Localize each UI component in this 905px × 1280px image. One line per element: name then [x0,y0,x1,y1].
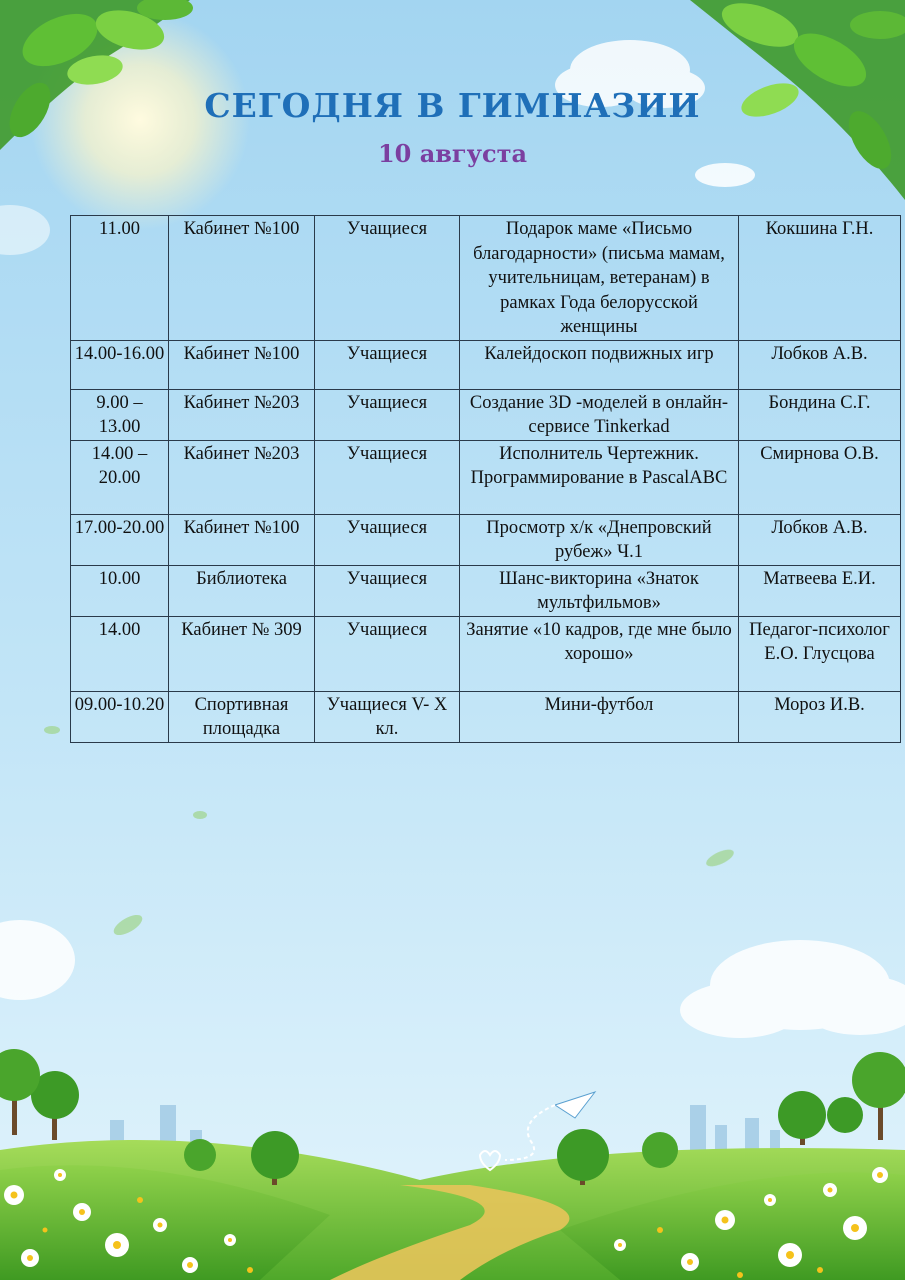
table-row [71,616,901,691]
time-cell: 14.00 – 20.00 [71,440,169,514]
audience-cell: Учащиеся [315,616,460,691]
audience-cell: Учащиеся [315,440,460,514]
table-row [71,565,901,616]
time-cell: 14.00 [71,616,169,691]
responsible-cell: Мороз И.В. [739,691,901,742]
audience-cell: Учащиеся V- X кл. [315,691,460,742]
place-cell: Кабинет №100 [169,340,315,389]
responsible-cell: Смирнова О.В. [739,440,901,514]
place-cell: Кабинет №203 [169,389,315,440]
time-cell: 17.00-20.00 [71,514,169,565]
event-cell: Калейдоскоп подвижных игр [460,340,739,389]
responsible-cell: Кокшина Г.Н. [739,216,901,341]
responsible-cell: Матвеева Е.И. [739,565,901,616]
table-row [71,389,901,440]
event-cell: Создание 3D -моделей в онлайн-сервисе Tinkerkad [460,389,739,440]
responsible-cell: Лобков А.В. [739,340,901,389]
responsible-cell: Бондина С.Г. [739,389,901,440]
place-cell: Кабинет №100 [169,514,315,565]
event-cell: Просмотр х/к «Днепровский рубеж» Ч.1 [460,514,739,565]
table-row [71,340,901,389]
responsible-cell: Педагог-психолог Е.О. Глусцова [739,616,901,691]
table-row [71,691,901,742]
schedule-table-body [71,216,901,743]
audience-cell: Учащиеся [315,389,460,440]
time-cell: 9.00 – 13.00 [71,389,169,440]
page-title: СЕГОДНЯ В ГИМНАЗИИ [204,86,701,125]
place-cell: Кабинет № 309 [169,616,315,691]
audience-cell: Учащиеся [315,565,460,616]
time-cell: 09.00-10.20 [71,691,169,742]
place-cell: Библиотека [169,565,315,616]
event-cell: Шанс-викторина «Знаток мультфильмов» [460,565,739,616]
event-cell: Занятие «10 кадров, где мне было хорошо» [460,616,739,691]
time-cell: 11.00 [71,216,169,341]
table-row [71,440,901,514]
table-row [71,514,901,565]
schedule-table [70,215,901,743]
audience-cell: Учащиеся [315,514,460,565]
page-date: 10 августа [377,139,528,168]
responsible-cell: Лобков А.В. [739,514,901,565]
event-cell: Исполнитель Чертежник. Программирование в PascalABC [460,440,739,514]
audience-cell: Учащиеся [315,340,460,389]
table-row [71,216,901,341]
time-cell: 10.00 [71,565,169,616]
place-cell: Кабинет №100 [169,216,315,341]
event-cell: Мини-футбол [460,691,739,742]
place-cell: Спортивная площадка [169,691,315,742]
audience-cell: Учащиеся [315,216,460,341]
event-cell: Подарок маме «Письмо благодарности» (письма мамам, учительницам, ветеранам) в рамках Года белорусской женщины [460,216,739,341]
place-cell: Кабинет №203 [169,440,315,514]
time-cell: 14.00-16.00 [71,340,169,389]
